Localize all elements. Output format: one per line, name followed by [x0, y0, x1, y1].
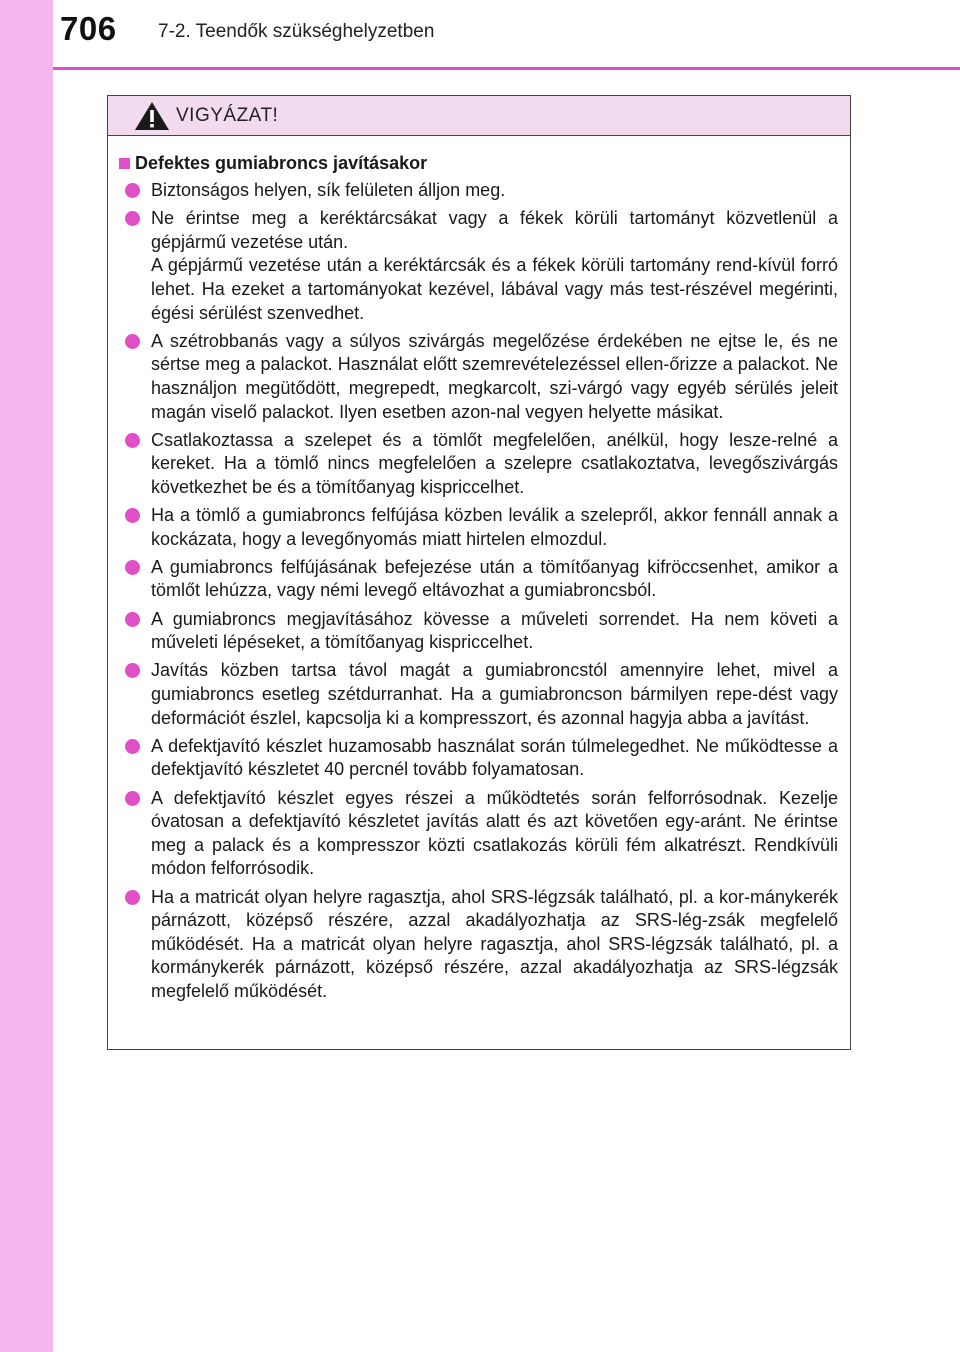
circle-bullet-icon — [125, 334, 140, 349]
list-item-text: Csatlakoztassa a szelepet és a tömlőt megfelelően, anélkül, hogy lesze-relné a kereket. Ha a tömlő nincs megfelelően a szelepre csatlakoztatva, levegőszivárgás következhet be és a tömítőanyag kispriccelhet. — [151, 429, 838, 497]
list-item — [117, 659, 838, 730]
side-color-strip — [0, 0, 53, 1352]
list-item — [117, 504, 838, 551]
list-item-text: A gumiabroncs megjavításához kövesse a műveleti sorrendet. Ha nem követi a műveleti lépéseket, a tömítőanyag kispriccelhet. — [151, 608, 838, 653]
list-item — [117, 787, 838, 881]
warning-box — [107, 95, 851, 1050]
list-item-text: Javítás közben tartsa távol magát a gumiabroncstól amennyire lehet, mivel a gumiabroncs esetleg szétdurranhat. Ha a gumiabroncson bármilyen repe-dést vagy deformációt észlel, kapcsolja ki a kompresszort, és azonnal hagyja abba a javítást. — [151, 660, 838, 728]
warning-subheading — [117, 151, 838, 175]
circle-bullet-icon — [125, 612, 140, 627]
section-title: 7-2. Teendők szükséghelyzetben — [158, 21, 435, 42]
list-item — [117, 179, 838, 203]
header-divider — [53, 67, 960, 70]
list-item-text: A gumiabroncs felfújásának befejezése után a tömítőanyag kifröccsenhet, amikor a tömlőt lehúzza, vagy némi levegő eltávozhat a gumiabroncsból. — [151, 556, 838, 601]
circle-bullet-icon — [125, 183, 140, 198]
list-item — [117, 429, 838, 500]
circle-bullet-icon — [125, 739, 140, 754]
warning-subheading-text: Defektes gumiabroncs javításakor — [135, 152, 428, 173]
list-item-text: Ne érintse meg a keréktárcsákat vagy a fékek körüli tartományt közvetlenül a gépjármű vezetése után. A gépjármű vezetése után a keréktárcsák és a fékek körüli tartomány rend-kívül forró lehet. Ha ezeket a tartományokat kezével, lábával vagy más test-részével megérinti, égési sérülést szenvedhet. — [151, 208, 838, 323]
list-item — [117, 330, 838, 424]
list-item — [117, 735, 838, 782]
square-bullet-icon — [119, 158, 130, 169]
list-item — [117, 886, 838, 1004]
circle-bullet-icon — [125, 508, 140, 523]
list-item-text: Ha a tömlő a gumiabroncs felfújása közben leválik a szelepről, akkor fennáll annak a kockázata, hogy a levegőnyomás miatt hirtelen elmozdul. — [151, 505, 838, 549]
list-item-text: A szétrobbanás vagy a súlyos szivárgás megelőzése érdekében ne ejtse le, és ne sértse meg a palackot. Használat előtt szemrevételezéssel ellen-őrizze a palackot. Ne használjon megütődött, megrepedt, megkarcolt, szi-várgó vagy egyéb sérülés jeleit magán viselő palackot. Ilyen esetben azon-nal vegyen helyette másikat. — [151, 330, 838, 422]
list-item — [117, 556, 838, 603]
list-item-text: A defektjavító készlet egyes részei a működtetés során felforrósodnak. Kezelje óvatosan a defektjavító készletet javítás alatt és azt követően egy-aránt. Ne érintse meg a palack és a kompresszor közti csatlakozás körüli fém alkatrészt. Rendkívüli módon felforrósodik. — [151, 787, 838, 879]
list-item — [117, 207, 838, 325]
list-item-text: Ha a matricát olyan helyre ragasztja, ahol SRS-légzsák található, pl. a kor-mánykerék párnázott, középső részére, azzal akadályozhatja az SRS-lég-zsák megfelelő működését. Ha a matricát olyan helyre ragasztja, ahol SRS-légzsák található, pl. a kormánykerék párnázott, középső részére, azzal akadályozhatja az SRS-légzsák megfelelő működését. — [151, 886, 838, 1001]
page-number: 706 — [60, 10, 117, 47]
circle-bullet-icon — [125, 890, 140, 905]
list-item — [117, 608, 838, 655]
circle-bullet-icon — [125, 663, 140, 678]
warning-header — [108, 96, 850, 136]
circle-bullet-icon — [125, 211, 140, 226]
circle-bullet-icon — [125, 791, 140, 806]
circle-bullet-icon — [125, 433, 140, 448]
list-item-text: Biztonságos helyen, sík felületen álljon meg. — [151, 180, 506, 200]
list-item-text: A defektjavító készlet huzamosabb használat során túlmelegedhet. Ne működtesse a defektjavító készletet 40 percnél tovább folyamatosan. — [151, 735, 838, 780]
circle-bullet-icon — [125, 560, 140, 575]
warning-title: VIGYÁZAT! — [176, 104, 279, 126]
warning-triangle-icon — [130, 100, 174, 132]
warning-body — [108, 136, 850, 1004]
